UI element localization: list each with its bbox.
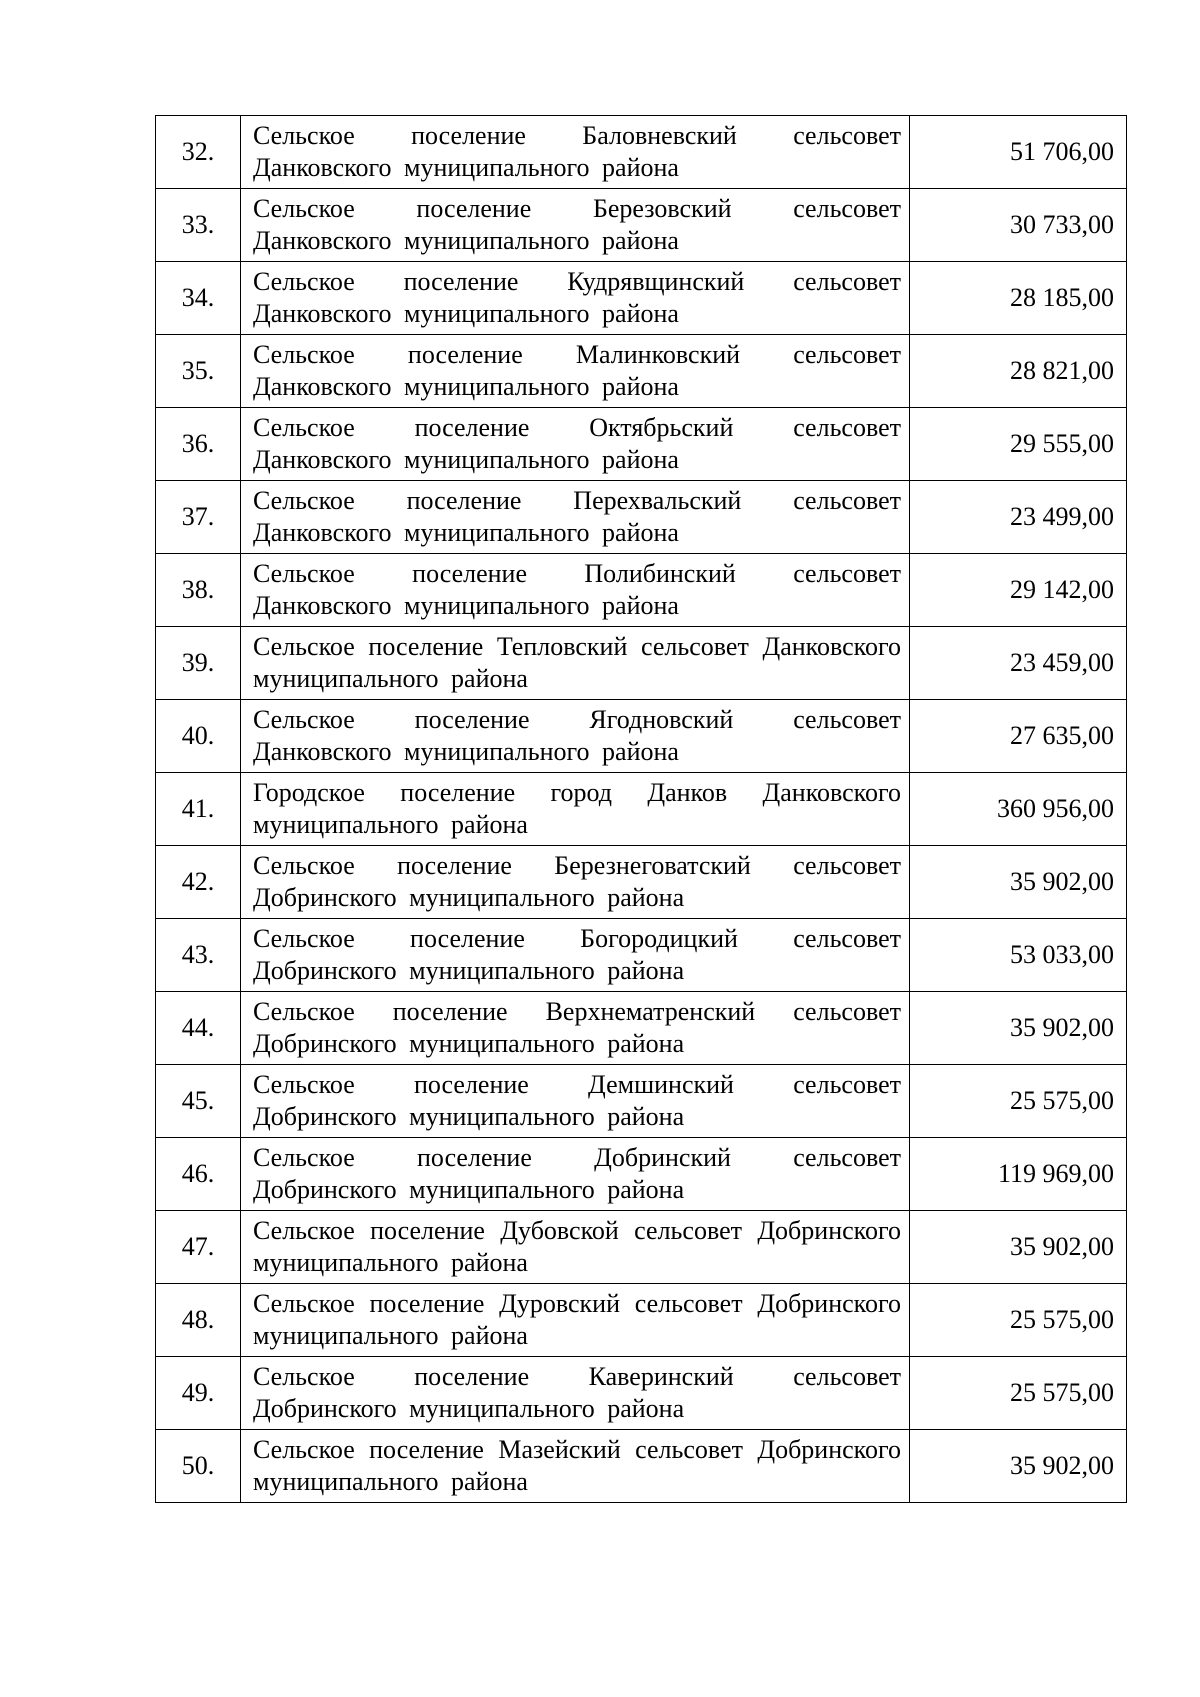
- table-row: [156, 773, 1127, 846]
- settlement-name: Сельское поселение Полибинский сельсовет Данковского муниципального района: [241, 554, 910, 627]
- table-row: [156, 116, 1127, 189]
- row-number: 37.: [156, 481, 241, 554]
- amount-value: 29 142,00: [910, 554, 1127, 627]
- table-row: [156, 189, 1127, 262]
- table-row: [156, 627, 1127, 700]
- amount-value: 35 902,00: [910, 992, 1127, 1065]
- row-number: 35.: [156, 335, 241, 408]
- row-number: 41.: [156, 773, 241, 846]
- row-number: 36.: [156, 408, 241, 481]
- amount-value: 25 575,00: [910, 1284, 1127, 1357]
- amount-value: 35 902,00: [910, 1211, 1127, 1284]
- table-row: [156, 1065, 1127, 1138]
- settlement-name: Сельское поселение Верхнематренский сельсовет Добринского муниципального района: [241, 992, 910, 1065]
- settlement-name: Сельское поселение Березовский сельсовет Данковского муниципального района: [241, 189, 910, 262]
- table-row: [156, 262, 1127, 335]
- table-row: [156, 1211, 1127, 1284]
- amount-value: 28 821,00: [910, 335, 1127, 408]
- settlement-name: Городское поселение город Данков Данковского муниципального района: [241, 773, 910, 846]
- amount-value: 27 635,00: [910, 700, 1127, 773]
- settlement-name: Сельское поселение Дуровский сельсовет Добринского муниципального района: [241, 1284, 910, 1357]
- row-number: 39.: [156, 627, 241, 700]
- row-number: 38.: [156, 554, 241, 627]
- amount-value: 35 902,00: [910, 846, 1127, 919]
- amount-value: 30 733,00: [910, 189, 1127, 262]
- settlement-name: Сельское поселение Баловневский сельсовет Данковского муниципального района: [241, 116, 910, 189]
- settlement-name: Сельское поселение Малинковский сельсовет Данковского муниципального района: [241, 335, 910, 408]
- table-row: [156, 481, 1127, 554]
- settlement-name: Сельское поселение Мазейский сельсовет Добринского муниципального района: [241, 1430, 910, 1503]
- row-number: 45.: [156, 1065, 241, 1138]
- row-number: 43.: [156, 919, 241, 992]
- amount-value: 53 033,00: [910, 919, 1127, 992]
- row-number: 42.: [156, 846, 241, 919]
- amount-value: 23 499,00: [910, 481, 1127, 554]
- table-row: [156, 846, 1127, 919]
- table-body: [156, 116, 1127, 1503]
- row-number: 44.: [156, 992, 241, 1065]
- table-row: [156, 1284, 1127, 1357]
- amount-value: 51 706,00: [910, 116, 1127, 189]
- row-number: 32.: [156, 116, 241, 189]
- settlement-name: Сельское поселение Демшинский сельсовет Добринского муниципального района: [241, 1065, 910, 1138]
- settlement-name: Сельское поселение Ягодновский сельсовет Данковского муниципального района: [241, 700, 910, 773]
- row-number: 50.: [156, 1430, 241, 1503]
- table-row: [156, 992, 1127, 1065]
- row-number: 48.: [156, 1284, 241, 1357]
- row-number: 46.: [156, 1138, 241, 1211]
- settlement-name: Сельское поселение Добринский сельсовет Добринского муниципального района: [241, 1138, 910, 1211]
- table-row: [156, 554, 1127, 627]
- settlement-name: Сельское поселение Богородицкий сельсовет Добринского муниципального района: [241, 919, 910, 992]
- amount-value: 23 459,00: [910, 627, 1127, 700]
- table-row: [156, 1430, 1127, 1503]
- row-number: 49.: [156, 1357, 241, 1430]
- amount-value: 119 969,00: [910, 1138, 1127, 1211]
- row-number: 34.: [156, 262, 241, 335]
- settlement-name: Сельское поселение Кудрявщинский сельсовет Данковского муниципального района: [241, 262, 910, 335]
- row-number: 33.: [156, 189, 241, 262]
- settlement-name: Сельское поселение Каверинский сельсовет Добринского муниципального района: [241, 1357, 910, 1430]
- amount-value: 29 555,00: [910, 408, 1127, 481]
- settlement-name: Сельское поселение Октябрьский сельсовет Данковского муниципального района: [241, 408, 910, 481]
- amount-value: 25 575,00: [910, 1357, 1127, 1430]
- table-row: [156, 1138, 1127, 1211]
- table-row: [156, 700, 1127, 773]
- table-row: [156, 408, 1127, 481]
- settlement-name: Сельское поселение Тепловский сельсовет Данковского муниципального района: [241, 627, 910, 700]
- row-number: 40.: [156, 700, 241, 773]
- amount-value: 360 956,00: [910, 773, 1127, 846]
- allocation-table: [155, 115, 1127, 1503]
- settlement-name: Сельское поселение Перехвальский сельсовет Данковского муниципального района: [241, 481, 910, 554]
- table-row: [156, 335, 1127, 408]
- amount-value: 35 902,00: [910, 1430, 1127, 1503]
- settlement-name: Сельское поселение Дубовской сельсовет Добринского муниципального района: [241, 1211, 910, 1284]
- amount-value: 28 185,00: [910, 262, 1127, 335]
- table-row: [156, 1357, 1127, 1430]
- amount-value: 25 575,00: [910, 1065, 1127, 1138]
- settlement-name: Сельское поселение Березнеговатский сельсовет Добринского муниципального района: [241, 846, 910, 919]
- table-row: [156, 919, 1127, 992]
- row-number: 47.: [156, 1211, 241, 1284]
